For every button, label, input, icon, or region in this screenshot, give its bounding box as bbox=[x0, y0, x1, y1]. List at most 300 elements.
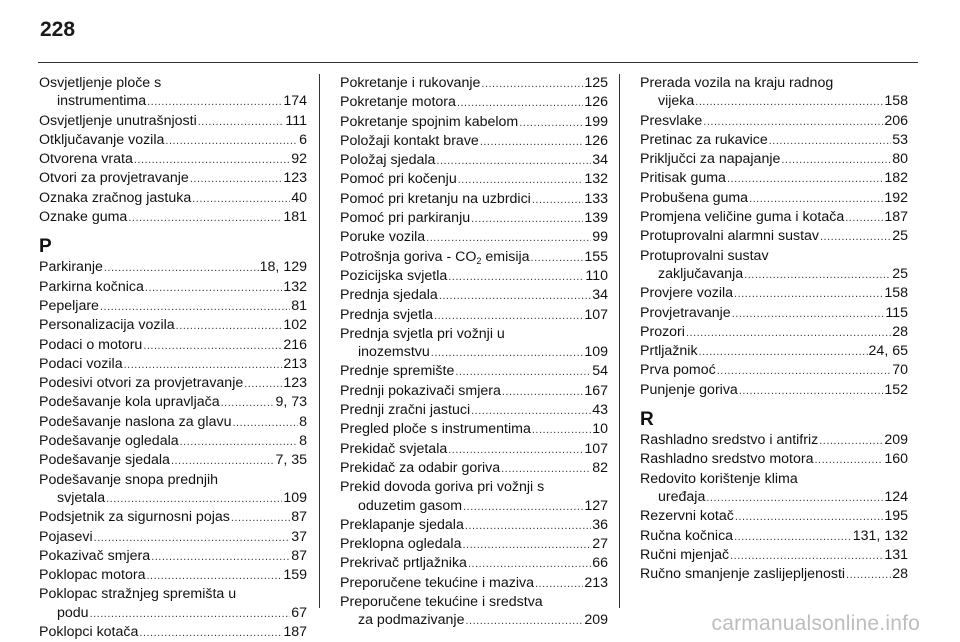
index-entry-pages: 133 bbox=[584, 190, 608, 207]
index-entry-title: Preporučene tekućine i sredstva bbox=[340, 594, 543, 611]
index-entry-line bbox=[340, 516, 608, 535]
index-entry bbox=[340, 170, 608, 189]
dot-leader bbox=[190, 170, 283, 188]
dot-leader bbox=[717, 362, 892, 380]
index-column-3 bbox=[640, 74, 908, 584]
index-entry-title: Pokazivač smjera bbox=[39, 547, 151, 564]
index-entry bbox=[640, 284, 908, 303]
index-entry-title: za podmazivanje bbox=[358, 612, 465, 629]
dot-leader bbox=[232, 414, 298, 432]
index-entry-line bbox=[340, 209, 608, 228]
index-entry-title: Probušena guma bbox=[640, 189, 749, 206]
index-entry-line bbox=[39, 189, 307, 208]
index-entry-pages: 18, 129 bbox=[259, 259, 307, 276]
index-entry-title: Punjenje goriva bbox=[640, 381, 738, 398]
dot-leader bbox=[531, 249, 584, 267]
dot-leader bbox=[744, 266, 891, 284]
index-entry-pages: 8 bbox=[299, 413, 307, 430]
index-entry-pages: 28 bbox=[892, 323, 908, 340]
index-entry-pages: 53 bbox=[892, 131, 908, 148]
index-entry-line bbox=[340, 306, 608, 325]
index-entry bbox=[39, 258, 307, 277]
subscript: 2 bbox=[476, 255, 482, 266]
dot-leader bbox=[198, 113, 285, 131]
index-entry bbox=[340, 362, 608, 381]
index-entry-line bbox=[39, 413, 307, 432]
index-entry bbox=[39, 355, 307, 374]
index-entry bbox=[340, 209, 608, 228]
index-entry bbox=[340, 382, 608, 401]
index-entry-pages: 92 bbox=[291, 151, 307, 168]
index-entry-title: Pokretanje spojnim kabelom bbox=[340, 113, 519, 130]
index-entry bbox=[39, 393, 307, 412]
index-entry-line bbox=[340, 151, 608, 170]
index-entry-pages: 213 bbox=[283, 355, 307, 372]
index-entry-title: Prednji pokazivači smjera bbox=[340, 382, 501, 399]
index-entry-pages: 87 bbox=[291, 509, 307, 526]
dot-leader bbox=[434, 307, 583, 325]
index-entry bbox=[340, 132, 608, 151]
index-entry bbox=[340, 93, 608, 112]
index-entry-title: Podesivi otvori za provjetravanje bbox=[39, 375, 244, 392]
index-entry-pages: 9, 73 bbox=[275, 394, 307, 411]
index-entry-line bbox=[39, 278, 307, 297]
index-entry-pages: 216 bbox=[283, 336, 307, 353]
index-entry bbox=[640, 450, 908, 469]
dot-leader bbox=[143, 337, 282, 355]
index-entry-line bbox=[640, 431, 908, 450]
dot-leader bbox=[480, 133, 584, 151]
index-entry bbox=[39, 413, 307, 432]
index-entry-title: Personalizacija vozila bbox=[39, 317, 175, 334]
dot-leader bbox=[426, 229, 591, 247]
index-entry-line bbox=[640, 527, 908, 546]
dot-leader bbox=[519, 114, 583, 132]
index-entry-title: Rashladno sredstvo motora bbox=[640, 451, 814, 468]
index-entry-line bbox=[340, 611, 608, 630]
index-entry-title: oduzetim gasom bbox=[358, 497, 463, 514]
index-entry bbox=[39, 131, 307, 150]
index-entry-pages: 158 bbox=[884, 93, 908, 110]
index-entry-pages: 82 bbox=[592, 459, 608, 476]
index-entry-line bbox=[640, 546, 908, 565]
watermark: carmanualsonline.info bbox=[711, 612, 920, 635]
dot-leader bbox=[532, 421, 591, 439]
section-letter: R bbox=[640, 409, 654, 431]
index-entry-pages: 152 bbox=[884, 381, 908, 398]
index-entry-line bbox=[640, 131, 908, 150]
index-entry bbox=[39, 74, 307, 112]
index-entry-line bbox=[39, 508, 307, 527]
dot-leader bbox=[819, 432, 883, 450]
index-entry-pages: 10 bbox=[592, 421, 608, 438]
index-entry-pages: 125 bbox=[584, 75, 608, 91]
index-entry-title: Pomoć pri parkiranju bbox=[340, 210, 471, 227]
index-entry bbox=[640, 565, 908, 584]
dot-leader bbox=[739, 382, 884, 400]
dot-leader bbox=[471, 210, 583, 228]
index-entry-pages: 167 bbox=[584, 382, 608, 399]
dot-leader bbox=[448, 268, 584, 286]
index-entry-pages: 209 bbox=[584, 612, 608, 629]
index-entry-pages: 102 bbox=[283, 317, 307, 334]
index-entry-line bbox=[39, 355, 307, 374]
index-entry-title: Prednja svjetla pri vožnji u bbox=[340, 325, 505, 342]
index-entry-title: Oznake guma bbox=[39, 209, 128, 226]
dot-leader bbox=[106, 490, 282, 508]
index-entry-line bbox=[340, 420, 608, 439]
index-entry bbox=[640, 361, 908, 380]
dot-leader bbox=[134, 151, 290, 169]
index-entry-title: Ručna kočnica bbox=[640, 527, 734, 544]
index-entry-title: Prednje spremište bbox=[340, 363, 455, 380]
index-entry-title: Pokretanje motora bbox=[340, 94, 456, 111]
index-entry-line bbox=[39, 432, 307, 451]
dot-leader bbox=[727, 170, 883, 188]
index-entry bbox=[640, 247, 908, 285]
dot-leader bbox=[699, 343, 868, 361]
index-entry-title: Pritisak guma bbox=[640, 170, 726, 187]
index-entry bbox=[640, 131, 908, 150]
index-entry-title: Pregled ploče s instrumentima bbox=[340, 421, 531, 438]
index-entry-line bbox=[340, 248, 608, 267]
index-entry-pages: 7, 35 bbox=[275, 452, 307, 469]
index-entry-title: Prva pomoć bbox=[640, 362, 716, 379]
index-entry bbox=[39, 278, 307, 297]
index-entry bbox=[340, 228, 608, 247]
index-entry bbox=[640, 169, 908, 188]
index-entry bbox=[640, 208, 908, 227]
index-entry bbox=[39, 566, 307, 585]
index-entry bbox=[39, 508, 307, 527]
index-entry-title: Podaci o motoru bbox=[39, 336, 143, 353]
index-entry-title: Pokretanje i rukovanje bbox=[340, 75, 481, 91]
index-entry bbox=[39, 585, 307, 623]
index-entry-title: Prednji zračni jastuci bbox=[340, 402, 471, 419]
index-entry-line bbox=[340, 132, 608, 151]
index-entry-pages: 99 bbox=[592, 229, 608, 246]
index-entry-pages: 115 bbox=[885, 304, 908, 321]
index-entry-line bbox=[640, 265, 908, 284]
index-entry-title: Pretinac za rukavice bbox=[640, 131, 768, 148]
dot-leader bbox=[732, 305, 885, 323]
index-entry-line bbox=[340, 362, 608, 381]
index-entry bbox=[340, 420, 608, 439]
header-divider bbox=[38, 62, 918, 63]
index-entry-title: Protuprovalni sustav bbox=[640, 247, 769, 264]
dot-leader bbox=[221, 394, 275, 412]
index-entry bbox=[39, 189, 307, 208]
index-entry-pages: 158 bbox=[884, 285, 908, 302]
index-entry-pages: 40 bbox=[291, 189, 307, 206]
dot-leader bbox=[431, 344, 584, 362]
index-entry bbox=[340, 248, 608, 267]
index-entry-title: Pepeljare bbox=[39, 297, 99, 314]
index-entry-line bbox=[39, 566, 307, 585]
index-entry-title: Pomoć pri kočenju bbox=[340, 171, 457, 188]
dot-leader bbox=[735, 508, 883, 526]
index-entry-line bbox=[39, 336, 307, 355]
index-entry-title-part: Potrošnja goriva - CO bbox=[340, 248, 477, 265]
dot-leader bbox=[481, 75, 583, 93]
index-entry-line bbox=[39, 297, 307, 316]
index-entry-pages: 107 bbox=[584, 306, 608, 323]
index-entry-line bbox=[340, 190, 608, 209]
index-entry bbox=[340, 74, 608, 93]
index-entry-line bbox=[39, 131, 307, 150]
dot-leader bbox=[462, 536, 591, 554]
index-entry-pages: 123 bbox=[283, 170, 307, 187]
index-entry-pages: 160 bbox=[884, 451, 908, 468]
index-entry-line bbox=[640, 189, 908, 208]
dot-leader bbox=[502, 383, 583, 401]
index-entry-title: Redovito korištenje klima bbox=[640, 470, 798, 487]
index-entry-pages: 28 bbox=[892, 566, 908, 583]
index-entry-pages: 34 bbox=[592, 287, 608, 304]
index-entry-pages: 206 bbox=[884, 112, 908, 129]
index-entry-line bbox=[340, 93, 608, 112]
index-entry-title: svjetala bbox=[57, 489, 106, 506]
index-entry-line bbox=[39, 92, 307, 111]
index-entry-line bbox=[640, 150, 908, 169]
index-entry-pages: 182 bbox=[884, 170, 908, 187]
index-entry-line bbox=[640, 92, 908, 111]
index-entry-title: Položaji kontakt brave bbox=[340, 132, 479, 149]
dot-leader bbox=[781, 151, 891, 169]
index-entry-pages: 87 bbox=[291, 547, 307, 564]
index-entry-line bbox=[340, 459, 608, 478]
index-entry-line bbox=[39, 393, 307, 412]
index-entry-pages: 70 bbox=[892, 362, 908, 379]
index-entry-line bbox=[39, 451, 307, 470]
index-entry-pages: 111 bbox=[285, 112, 307, 129]
index-entry bbox=[640, 342, 908, 361]
dot-leader bbox=[139, 624, 282, 642]
index-entry-line bbox=[39, 528, 307, 547]
index-entry-pages: 187 bbox=[884, 209, 908, 226]
index-entry-title: Parkirna kočnica bbox=[39, 278, 144, 295]
index-entry-pages: 123 bbox=[283, 375, 307, 392]
dot-leader bbox=[845, 209, 883, 227]
index-entry bbox=[640, 189, 908, 208]
index-entry-pages: 25 bbox=[892, 228, 908, 245]
index-entry-title: Preporučene tekućine i maziva bbox=[340, 574, 534, 591]
index-entry-line bbox=[340, 535, 608, 554]
dot-leader bbox=[192, 190, 290, 208]
section-letter: P bbox=[39, 236, 52, 258]
index-entry bbox=[340, 267, 608, 286]
index-entry-title: Otvorena vrata bbox=[39, 151, 133, 168]
index-entry bbox=[640, 527, 908, 546]
index-entry-title: Provjetravanje bbox=[640, 304, 731, 321]
index-entry bbox=[39, 150, 307, 169]
index-entry-title: Poklopac motora bbox=[39, 567, 146, 584]
index-entry-title: Prozori bbox=[640, 323, 685, 340]
index-entry-pages: 124 bbox=[884, 488, 908, 505]
index-entry-title: Prekrivač prtljažnika bbox=[340, 555, 467, 572]
index-entry-line bbox=[340, 382, 608, 401]
index-entry-line bbox=[39, 112, 307, 131]
index-entry-title: Pozicijska svjetla bbox=[340, 267, 448, 284]
index-entry-title: Poruke vozila bbox=[340, 229, 426, 246]
dot-leader bbox=[145, 279, 282, 297]
index-entry-title: Prednja svjetla bbox=[340, 306, 434, 323]
index-entry-line bbox=[340, 343, 608, 362]
dot-leader bbox=[703, 113, 883, 131]
column-divider bbox=[319, 74, 320, 608]
dot-leader bbox=[846, 566, 891, 584]
index-entry bbox=[340, 478, 608, 516]
index-entry bbox=[340, 190, 608, 209]
index-entry-line bbox=[340, 286, 608, 305]
index-entry-line bbox=[640, 169, 908, 188]
dot-leader bbox=[100, 298, 290, 316]
dot-leader bbox=[734, 285, 883, 303]
index-entry-line bbox=[640, 381, 908, 400]
index-entry-line bbox=[39, 374, 307, 393]
dot-leader bbox=[124, 356, 283, 374]
index-entry-title: podu bbox=[57, 604, 89, 621]
index-entry-pages: 67 bbox=[291, 604, 307, 621]
index-entry-title: Podešavanje sjedala bbox=[39, 452, 170, 469]
dot-leader bbox=[171, 452, 275, 470]
column-divider bbox=[619, 74, 620, 608]
index-entry-line bbox=[39, 547, 307, 566]
page-number: 228 bbox=[40, 18, 76, 41]
index-entry bbox=[39, 297, 307, 316]
dot-leader bbox=[90, 605, 291, 623]
index-entry bbox=[340, 325, 608, 363]
index-entry-pages: 27 bbox=[592, 536, 608, 553]
index-entry-title: Parkiranje bbox=[39, 259, 103, 276]
dot-leader bbox=[749, 190, 883, 208]
index-entry-title: Promjena veličine guma i kotača bbox=[640, 209, 845, 226]
index-entry bbox=[340, 113, 608, 132]
index-entry-pages: 80 bbox=[892, 151, 908, 168]
index-entry-title: Prednja sjedala bbox=[340, 287, 438, 304]
dot-leader bbox=[463, 498, 583, 516]
index-entry-pages: 174 bbox=[283, 93, 307, 110]
index-entry-title: Podešavanje kola upravljača bbox=[39, 394, 220, 411]
index-entry-title: Ručni mjenjač bbox=[640, 546, 730, 563]
index-entry-title: Osvjetljenje unutrašnjosti bbox=[39, 112, 197, 129]
index-column-2 bbox=[340, 74, 608, 631]
dot-leader bbox=[94, 529, 291, 547]
index-entry-title: Podešavanje ogledala bbox=[39, 433, 179, 450]
index-entry-title: Podaci vozila bbox=[39, 355, 123, 372]
index-entry bbox=[340, 286, 608, 305]
index-entry bbox=[39, 547, 307, 566]
index-entry-pages: 155 bbox=[584, 248, 608, 265]
dot-leader bbox=[686, 324, 891, 342]
index-entry-line bbox=[640, 361, 908, 380]
dot-leader bbox=[457, 94, 583, 112]
index-entry bbox=[640, 112, 908, 131]
index-entry-title: inozemstvu bbox=[358, 344, 430, 361]
index-entry-title: zaključavanja bbox=[658, 265, 744, 282]
dot-leader bbox=[769, 132, 891, 150]
index-entry-pages: 107 bbox=[584, 440, 608, 457]
index-entry-line bbox=[640, 323, 908, 342]
index-entry-title: Prekid dovoda goriva pri vožnji s bbox=[340, 479, 545, 496]
index-column-1 bbox=[39, 74, 307, 642]
index-entry-pages: 195 bbox=[884, 508, 908, 525]
index-entry-title: Preklopna ogledala bbox=[340, 536, 462, 553]
index-entry-pages: 213 bbox=[584, 574, 608, 591]
index-entry-line bbox=[640, 304, 908, 323]
index-entry-line bbox=[340, 228, 608, 247]
index-entry-title: Rashladno sredstvo i antifriz bbox=[640, 432, 819, 449]
index-entry-line bbox=[39, 169, 307, 188]
dot-leader bbox=[501, 460, 591, 478]
index-entry-line bbox=[640, 284, 908, 303]
index-entry-pages: 131, 132 bbox=[852, 527, 908, 544]
index-entry-pages: 126 bbox=[584, 132, 608, 149]
index-entry-pages: 109 bbox=[283, 489, 307, 506]
index-entry-title: Podešavanje naslona za glavu bbox=[39, 413, 232, 430]
index-entry-pages: 54 bbox=[592, 363, 608, 380]
dot-leader bbox=[176, 317, 283, 335]
index-entry-title: Priključci za napajanje bbox=[640, 151, 781, 168]
index-entry bbox=[340, 574, 608, 593]
index-entry-pages: 131 bbox=[884, 546, 908, 563]
index-entry-pages: 159 bbox=[283, 567, 307, 584]
index-entry-title: Presvlake bbox=[640, 112, 703, 129]
index-entry bbox=[340, 516, 608, 535]
dot-leader bbox=[532, 191, 583, 209]
index-entry bbox=[39, 451, 307, 470]
index-entry-title: Podsjetnik za sigurnosni pojas bbox=[39, 509, 230, 526]
index-entry-pages: 209 bbox=[884, 432, 908, 449]
index-entry-line bbox=[340, 574, 608, 593]
index-entry-pages: 24, 65 bbox=[868, 343, 908, 360]
index-entry bbox=[340, 535, 608, 554]
index-entry-title-part: emisija bbox=[481, 248, 530, 265]
index-entry bbox=[340, 306, 608, 325]
index-entry bbox=[640, 381, 908, 400]
dot-leader bbox=[468, 555, 591, 573]
index-entry-line bbox=[640, 112, 908, 131]
index-entry bbox=[39, 528, 307, 547]
index-entry-line bbox=[340, 401, 608, 420]
index-entry-line bbox=[39, 489, 307, 508]
index-entry-line bbox=[340, 554, 608, 573]
dot-leader bbox=[820, 228, 891, 246]
dot-leader bbox=[471, 402, 591, 420]
index-entry bbox=[39, 432, 307, 451]
index-entry-line bbox=[340, 170, 608, 189]
index-entry bbox=[640, 431, 908, 450]
dot-leader bbox=[458, 171, 584, 189]
index-entry-line bbox=[39, 604, 307, 623]
index-entry-line bbox=[640, 565, 908, 584]
dot-leader bbox=[436, 152, 591, 170]
index-entry bbox=[340, 459, 608, 478]
index-entry-line bbox=[640, 342, 908, 361]
index-entry-pages: 109 bbox=[584, 344, 608, 361]
index-entry-line bbox=[39, 150, 307, 169]
index-entry-line bbox=[39, 208, 307, 227]
index-entry-pages: 81 bbox=[291, 297, 307, 314]
index-entry-pages: 110 bbox=[585, 267, 608, 284]
dot-leader bbox=[706, 489, 883, 507]
index-entry bbox=[640, 304, 908, 323]
index-entry-line bbox=[340, 497, 608, 516]
index-entry-pages: 187 bbox=[283, 624, 307, 641]
dot-leader bbox=[180, 433, 298, 451]
index-entry bbox=[640, 74, 908, 112]
index-entry-line bbox=[640, 488, 908, 507]
